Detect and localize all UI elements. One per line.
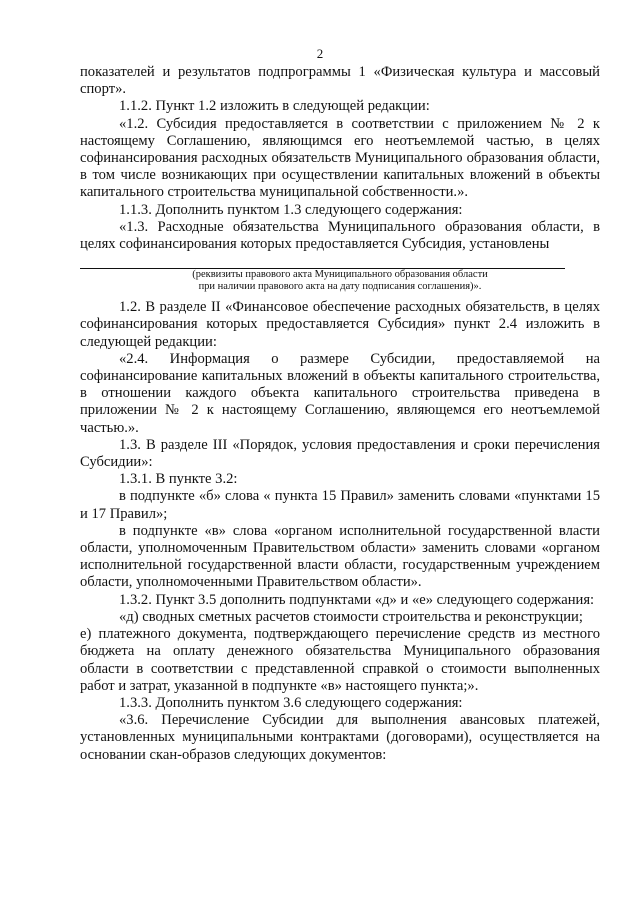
paragraph: «2.4. Информация о размере Субсидии, предоставляемой на софинансирование капитальных вложений в объекты капитального строительства, в отношении каждого объекта капитального строительства приведена в приложении № 2 к настоящему Соглашению, являющемся его неотъемлемой частью.».	[80, 350, 600, 436]
paragraph: «1.3. Расходные обязательства Муниципального образования области, в целях софинансирования которых предоставляется Субсидия, установлены	[80, 218, 600, 253]
paragraph: 1.3.3. Дополнить пунктом 3.6 следующего содержания:	[119, 694, 463, 711]
paragraphs-top	[80, 64, 600, 253]
paragraph: «д) сводных сметных расчетов стоимости строительства и реконструкции;	[119, 608, 583, 625]
paragraph: 1.3.2. Пункт 3.5 дополнить подпунктами «д» и «е» следующего содержания:	[119, 591, 595, 608]
paragraph: 1.1.3. Дополнить пунктом 1.3 следующего содержания:	[119, 201, 463, 218]
paragraph: 1.3. В разделе III «Порядок, условия предоставления и сроки перечисления Субсидии»:	[80, 436, 600, 471]
paragraph: 1.1.2. Пункт 1.2 изложить в следующей редакции:	[119, 98, 430, 115]
paragraph: 1.3.1. В пункте 3.2:	[119, 471, 238, 488]
paragraphs-bottom	[80, 299, 600, 763]
footnote-line: при наличии правового акта на дату подписания соглашения)».	[198, 281, 482, 293]
page-number: 2	[316, 46, 324, 61]
paragraph: «1.2. Субсидия предоставляется в соответствии с приложением № 2 к настоящему Соглашению, являющимся его неотъемлемой частью, в целях софинансирования расходных обязательств Муниципального образования области, в том числе возникающих при осуществлении капитальных вложений в объекты капитального строительства муниципальной собственности.».	[80, 115, 600, 201]
paragraph: е) платежного документа, подтверждающего перечисление средств из местного бюджета на оплату денежного обязательства Муниципального образования области в соответствии с представленной справкой о стоимости выполненных работ и затрат, указанной в подпункте «в» настоящего пункта;».	[80, 626, 600, 694]
paragraph: показателей и результатов подпрограммы 1 «Физическая культура и массовый спорт».	[80, 64, 600, 98]
footnote-caption	[80, 269, 600, 293]
document-body	[80, 64, 600, 764]
footnote-line: (реквизиты правового акта Муниципального образования области	[192, 269, 488, 281]
paragraph: 1.2. В разделе II «Финансовое обеспечение расходных обязательств, в целях софинансирования которых предоставляется Субсидия» пункт 2.4 изложить в следующей редакции:	[80, 299, 600, 350]
paragraph: «3.6. Перечисление Субсидии для выполнения авансовых платежей, установленных муниципальными контрактами (договорами), осуществляется на основании скан-образов следующих документов:	[80, 712, 600, 763]
paragraph: в подпункте «б» слова « пункта 15 Правил» заменить словами «пунктами 15 и 17 Правил»;	[80, 488, 600, 522]
paragraph: в подпункте «в» слова «органом исполнительной государственной власти области, уполномоченным Правительством области» заменить словами «органом исполнительной государственной власти области, государственным учреждением области, уполномоченными Правительством области».	[80, 522, 600, 591]
